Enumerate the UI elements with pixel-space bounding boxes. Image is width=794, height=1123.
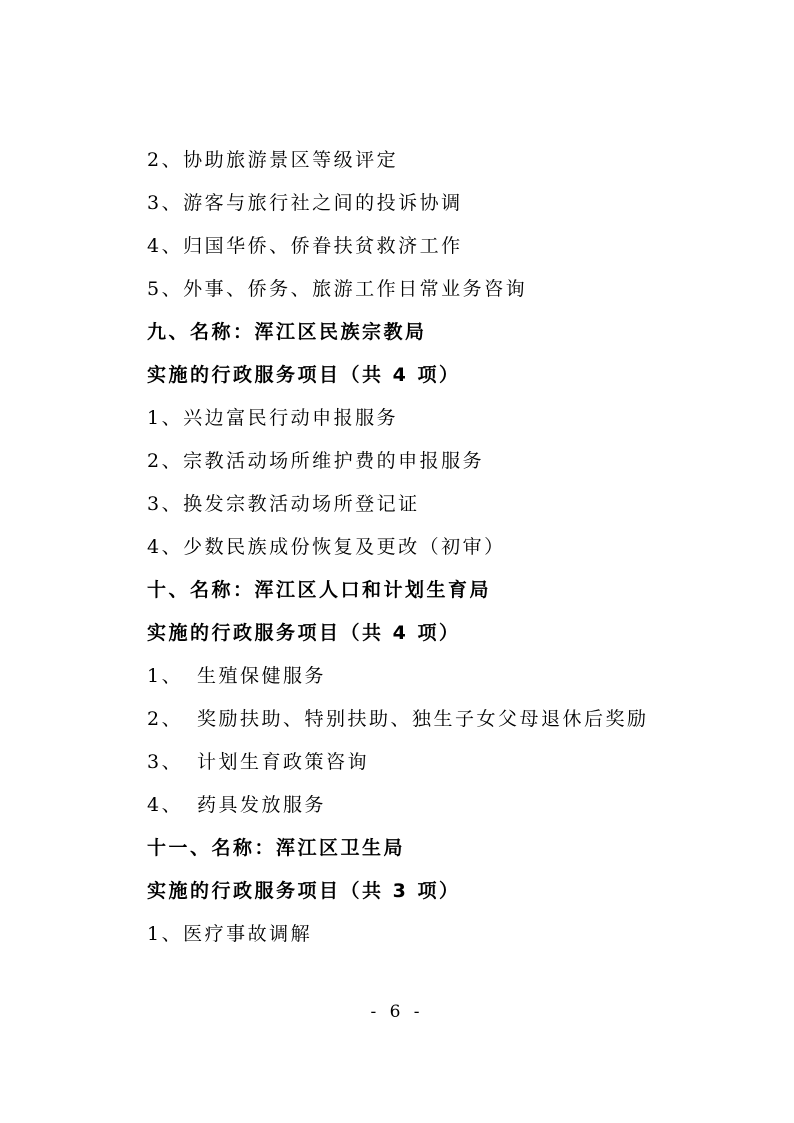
section-heading-11: 十一、名称：浑江区卫生局 [147, 837, 406, 859]
list-item-number: 3、 [147, 751, 184, 773]
list-item-4 [147, 796, 326, 815]
list-item-number: 1、 [147, 665, 184, 687]
list-item-3 [147, 753, 369, 772]
list-item-text: 药具发放服务 [197, 794, 327, 816]
text-line-10: 4、少数民族成份恢复及更改（初审） [147, 536, 506, 558]
list-item-text: 奖励扶助、特别扶助、独生子女父母退休后奖励 [197, 708, 649, 730]
section-subheading-10: 实施的行政服务项目（共 4 项） [147, 622, 461, 644]
text-line-1: 2、协助旅游景区等级评定 [147, 149, 399, 171]
text-line-4: 5、外事、侨务、旅游工作日常业务咨询 [147, 278, 528, 300]
list-item-number: 4、 [147, 794, 184, 816]
text-line-3: 4、归国华侨、侨眷扶贫救济工作 [147, 235, 463, 257]
text-line-8: 2、宗教活动场所维护费的申报服务 [147, 450, 485, 472]
page-number: - 6 - [370, 1002, 424, 1022]
list-item-number: 2、 [147, 708, 184, 730]
text-line-19: 1、医疗事故调解 [147, 923, 313, 945]
list-item-text: 计划生育政策咨询 [197, 751, 370, 773]
list-item-1 [147, 667, 326, 686]
section-heading-10: 十、名称：浑江区人口和计划生育局 [147, 579, 492, 601]
section-heading-9: 九、名称：浑江区民族宗教局 [147, 321, 427, 343]
text-line-9: 3、换发宗教活动场所登记证 [147, 493, 420, 515]
section-subheading-9: 实施的行政服务项目（共 4 项） [147, 364, 461, 386]
list-item-text: 生殖保健服务 [197, 665, 327, 687]
text-line-7: 1、兴边富民行动申报服务 [147, 407, 399, 429]
section-subheading-11: 实施的行政服务项目（共 3 项） [147, 880, 461, 902]
text-line-2: 3、游客与旅行社之间的投诉协调 [147, 192, 463, 214]
list-item-2 [147, 710, 649, 729]
